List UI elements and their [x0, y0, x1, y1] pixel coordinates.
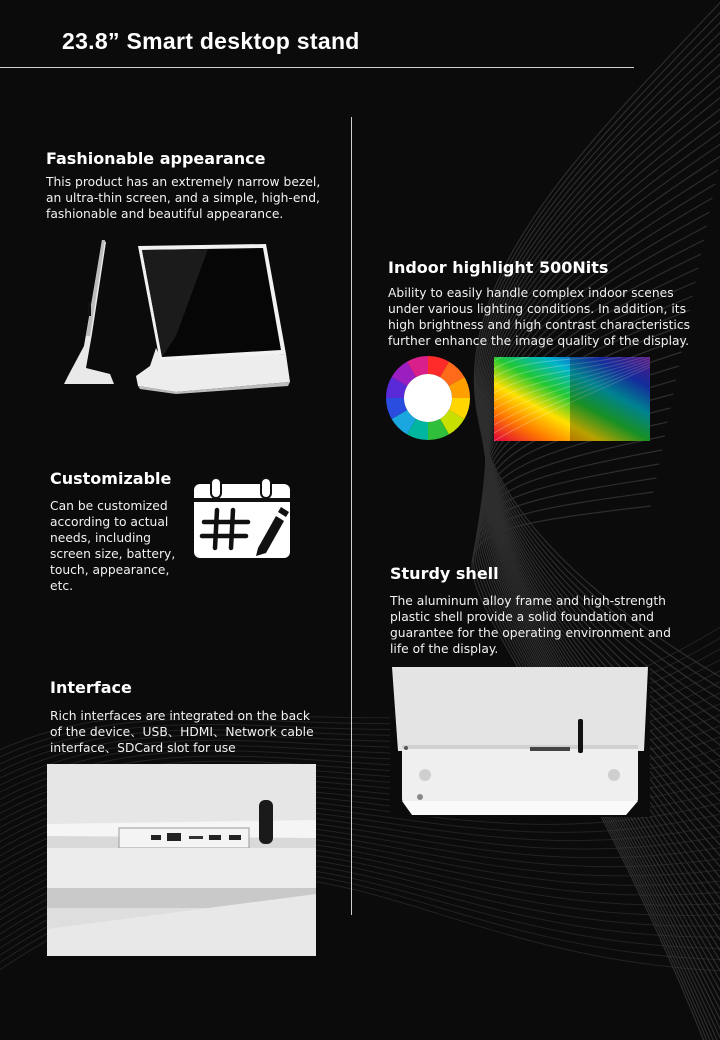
- interface-ports-image: [47, 764, 316, 956]
- interface-text: Rich interfaces are integrated on the back of the device、USB、HDMI、Network cable interface、SDCard slot for use: [50, 709, 314, 755]
- color-wheel-icon: [384, 354, 472, 442]
- column-divider: [351, 117, 352, 915]
- color-spectrum-image: [494, 357, 650, 441]
- monitor-product-image: [58, 236, 290, 394]
- shell-heading: Sturdy shell: [390, 564, 499, 583]
- highlight-heading: Indoor highlight 500Nits: [388, 258, 609, 277]
- monitor-back-image: [390, 667, 650, 817]
- appearance-text: This product has an extremely narrow bezel, an ultra-thin screen, and a simple, high-end, fashionable and beautiful appearance.: [46, 175, 321, 221]
- appearance-heading: Fashionable appearance: [46, 149, 266, 168]
- interface-heading: Interface: [50, 678, 132, 697]
- title-underline: [0, 67, 634, 68]
- customizable-heading: Customizable: [50, 469, 172, 488]
- page-title: 23.8” Smart desktop stand: [62, 28, 360, 54]
- customizable-text: Can be customized according to actual needs, including screen size, battery, touch, appearance, etc.: [50, 499, 176, 593]
- calendar-edit-icon: [192, 476, 292, 560]
- shell-text: The aluminum alloy frame and high-strength plastic shell provide a solid foundation and guarantee for the operating environment and life of the display.: [390, 594, 671, 656]
- highlight-text: Ability to easily handle complex indoor scenes under various lighting conditions. In addition, its high brightness and high contrast characteristics further enhance the image quality of the display.: [388, 286, 691, 348]
